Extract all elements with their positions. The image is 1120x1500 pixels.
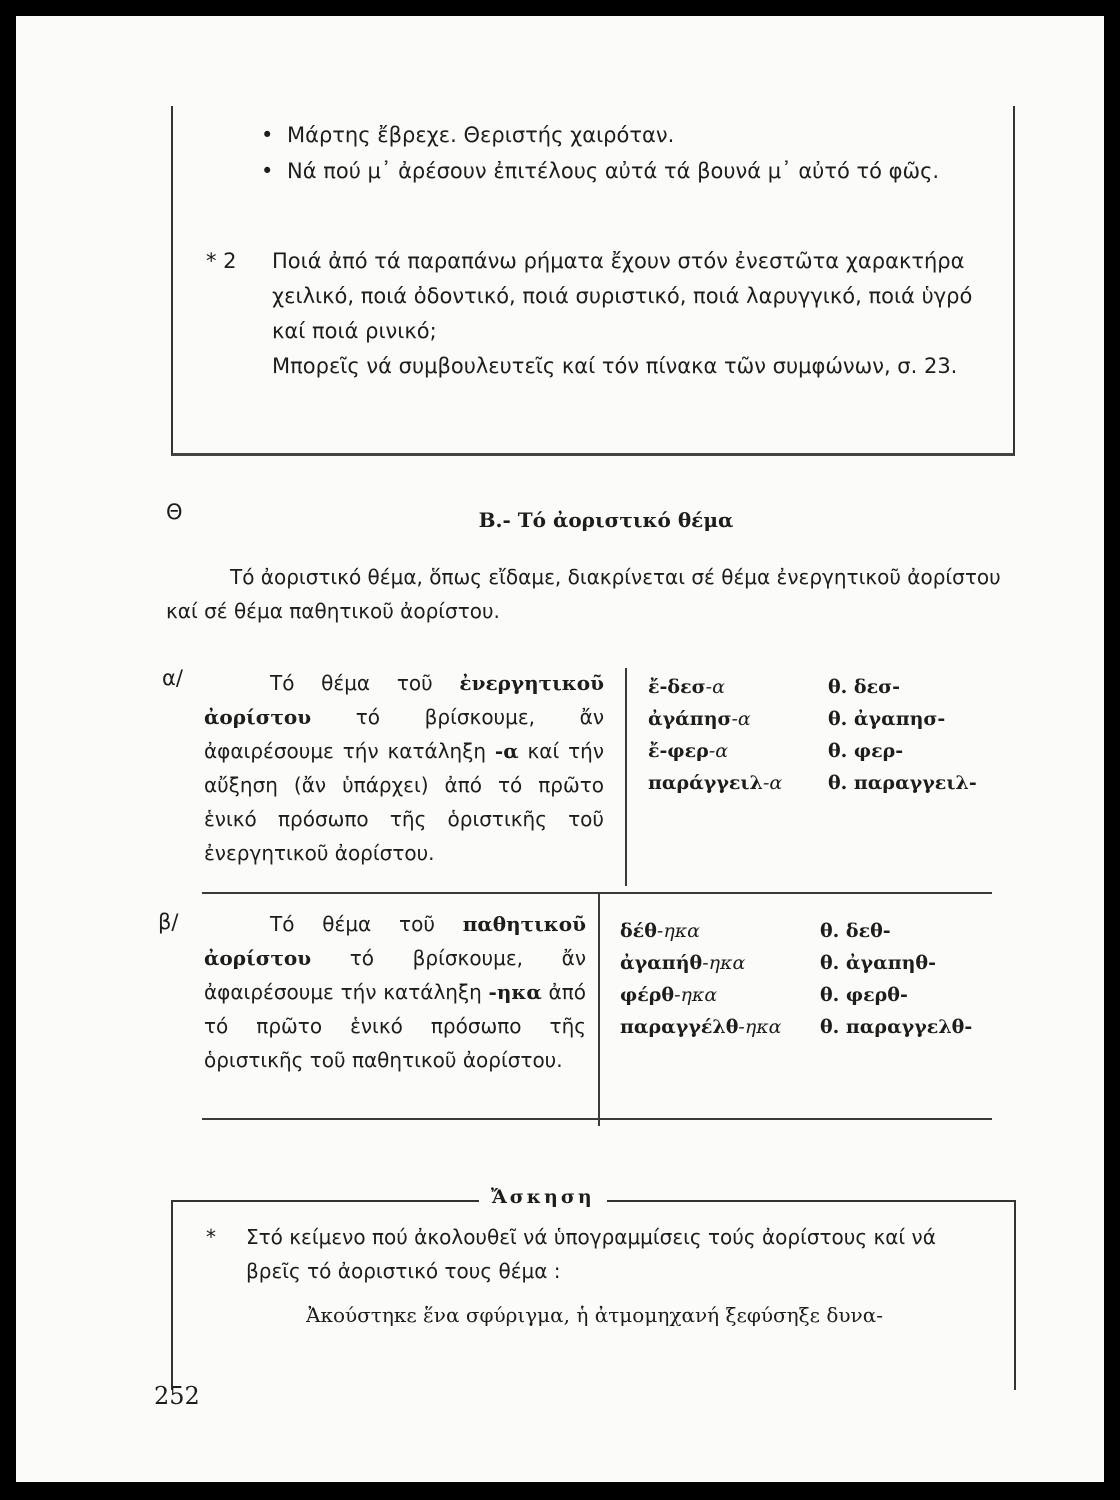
- row-label: β/: [158, 910, 179, 934]
- bullet-item: [261, 117, 674, 153]
- exercise-passage: Ἀκούστηκε ἕνα σφύριγμα, ἡ ἀτμομηχανή ξεφύσηξε δυνα-: [306, 1303, 883, 1327]
- forms-list-b: [620, 915, 972, 1043]
- form-row: δέθ-ηκα θ. δεθ-: [620, 920, 891, 942]
- form-row: ἔ-δεσ-α θ. δεσ-: [648, 676, 901, 698]
- row-label: α/: [162, 666, 183, 690]
- exercise-instruction: Στό κείμενο πού ἀκολουθεῖ νά ὑπογραμμίσεις τούς ἀορίστους καί νά βρεῖς τό ἀοριστικό τους θέμα :: [246, 1225, 936, 1283]
- form-row: παραγγέλθ-ηκα θ. παραγγελθ-: [620, 1016, 973, 1038]
- bullet-text: Μάρτης ἔβρεχε. Θεριστής χαιρόταν.: [287, 123, 675, 147]
- row-text: Τό θέμα τοῦ ἐνεργητικοῦ ἀορίστου τό βρίσκουμε, ἄν ἀφαιρέσουμε τήν κατάληξη -α καί τήν αὔξηση (ἄν ὑπάρχει) ἀπό τό πρῶτο ἑνικό πρόσωπο τῆς ὁριστικῆς τοῦ ἐνεργητικοῦ ἀορίστου.: [204, 671, 604, 865]
- intro-paragraph: Τό ἀοριστικό θέμα, ὅπως εἴδαμε, διακρίνεται σέ θέμα ἐνεργητικοῦ ἀορίστου καί σέ θέμα παθητικοῦ ἀορίστου.: [166, 565, 1001, 623]
- exercise-text: Μπορεῖς νά συμβουλευτεῖς καί τόν πίνακα τῶν συμφώνων, σ. 23.: [272, 354, 958, 378]
- bullet-text: Νά πού μ᾽ ἀρέσουν ἐπιτέλους αὐτά τά βουνά μ᾽ αὐτό τό φῶς.: [287, 159, 940, 183]
- exercise-marker: *: [206, 1225, 216, 1249]
- textbook-page: [16, 16, 1104, 1482]
- row-text: Τό θέμα τοῦ παθητικοῦ ἀορίστου τό βρίσκουμε, ἄν ἀφαιρέσουμε τήν κατάληξη -ηκα ἀπό τό πρῶτο ἑνικό πρόσωπο τῆς ὁριστικῆς τοῦ παθητικοῦ ἀορίστου.: [204, 912, 586, 1072]
- form-row: φέρθ-ηκα θ. φερθ-: [620, 984, 908, 1006]
- exercise-text: Ποιά ἀπό τά παραπάνω ρήματα ἔχουν στόν ἐνεστῶτα χαρακτήρα χειλικό, ποιά ὀδοντικό, ποιά συριστικό, ποιά λαρυγγικό, ποιά ὑγρό καί ποιά ρινικό;: [272, 249, 973, 343]
- section-heading: Β.- Τό ἀοριστικό θέμα: [478, 508, 734, 532]
- bullet-mark: •: [261, 123, 274, 147]
- column-divider: [625, 668, 627, 886]
- exercise-2: [206, 244, 986, 384]
- form-row: ἀγάπησ-α θ. ἀγαπησ-: [648, 708, 946, 730]
- row-rule: [202, 892, 992, 894]
- page-number: 252: [154, 1382, 200, 1410]
- row-rule: [202, 1118, 992, 1120]
- form-row: ἀγαπήθ-ηκα θ. ἀγαπηθ-: [620, 952, 936, 974]
- bullet-item: [261, 153, 991, 189]
- bullet-mark: •: [261, 159, 274, 183]
- exercise-3: [206, 1220, 976, 1332]
- form-row: παράγγειλ-α θ. παραγγειλ-: [648, 772, 977, 794]
- section-marker: Θ: [166, 500, 183, 524]
- column-divider: [598, 894, 600, 1126]
- form-row: ἔ-φερ-α θ. φερ-: [648, 740, 904, 762]
- exercise-marker: * 2: [206, 249, 237, 273]
- exercise-title: Ἄσκηση: [479, 1186, 607, 1208]
- forms-list-a: [648, 671, 977, 799]
